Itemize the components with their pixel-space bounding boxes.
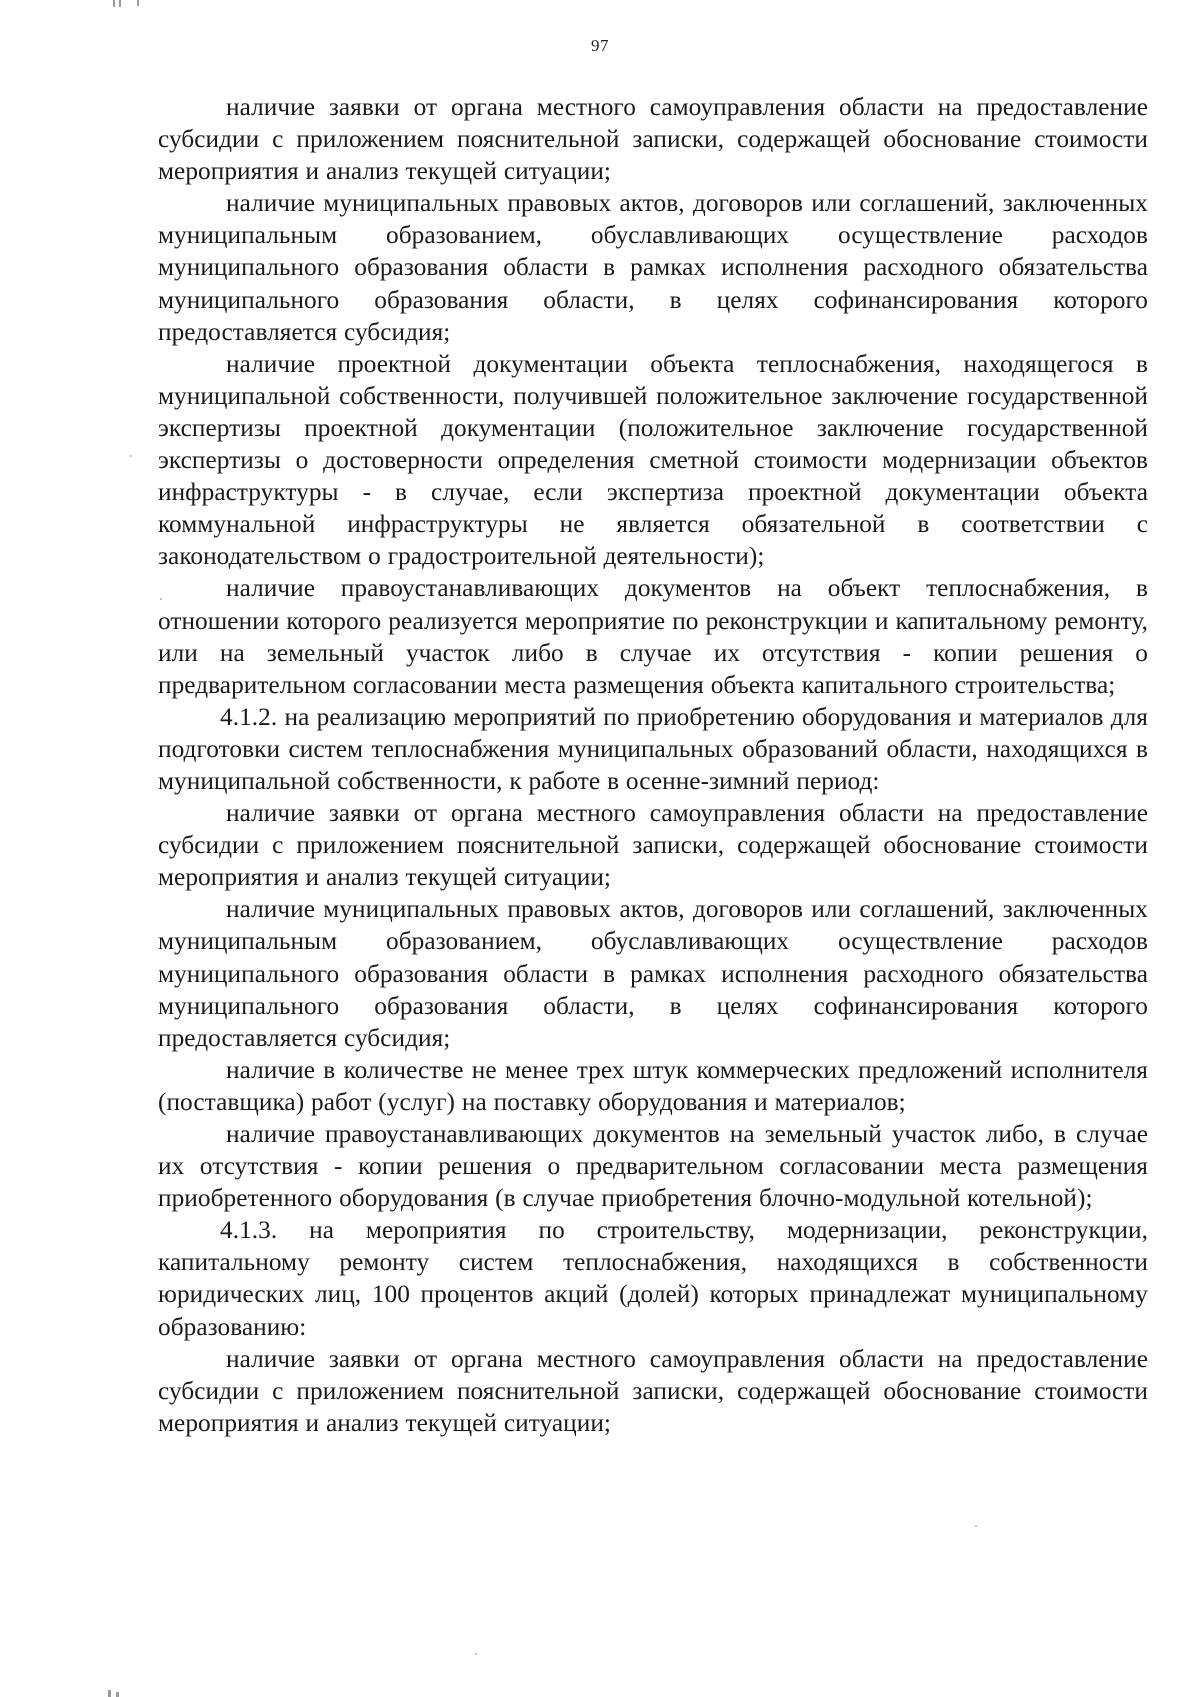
scan-speck [975,1525,977,1527]
requirement-item: наличие заявки от органа местного самоуправления области на предоставление субсидии с приложением пояснительной записки, содержащей обоснование стоимости мероприятия и анализ текущей ситуации; [158,1344,1148,1437]
scan-mark-top-left [113,0,115,7]
scan-mark-bottom-left [108,1690,111,1697]
scan-speck [475,1653,477,1655]
requirement-item: наличие проектной документации объекта теплоснабжения, находящегося в муниципальной собственности, получившей положительное заключение государственной экспертизы проектной документации (положительное заключение государственной экспертизы о достоверности определения сметной стоимости модернизации объектов инфраструктуры - в случае, если экспертиза проектной документации объекта коммунальной инфраструктуры не является обязательной в соответствии с законодательством о градостроительной деятельности); [158,349,1148,571]
requirement-item: наличие правоустанавливающих документов на объект теплоснабжения, в отношении которого реализуется мероприятие по реконструкции и капитальному ремонту, или на земельный участок либо в случае их отсутствия - копии решения о предварительном согласовании места размещения объекта капитального строительства; [158,574,1148,699]
requirement-item: наличие муниципальных правовых актов, договоров или соглашений, заключенных муниципальным образованием, обуславливающих осуществление расходов муниципального образования области в рамках исполнения расходного обязательства муниципального образования области, в целях софинансирования которого предоставляется субсидия; [158,895,1148,1052]
page-number: 97 [591,36,609,55]
scan-mark-top-left [137,0,139,6]
requirement-item: наличие заявки от органа местного самоуправления области на предоставление субсидии с приложением пояснительной записки, содержащей обоснование стоимости мероприятия и анализ текущей ситуации; [158,799,1148,892]
requirement-item: наличие муниципальных правовых актов, договоров или соглашений, заключенных муниципальным образованием, обуславливающих осуществление расходов муниципального образования области в рамках исполнения расходного обязательства муниципального образования области, в целях софинансирования которого предоставляется субсидия; [158,189,1148,346]
scan-mark-top-left [119,0,121,7]
document-body [158,91,1148,1439]
clause-heading: 4.1.3. на мероприятия по строительству, модернизации, реконструкции, капитальному ремонту систем теплоснабжения, находящихся в собственности юридических лиц, 100 процентов акций (долей) которых принадлежат муниципальному образованию: [158,1216,1148,1341]
scan-mark-bottom-left [116,1692,119,1697]
clause-heading: 4.1.2. на реализацию мероприятий по приобретению оборудования и материалов для подготовки систем теплоснабжения муниципальных образований области, находящихся в муниципальной собственности, к работе в осенне-зимний период: [158,702,1148,795]
requirement-item: наличие в количестве не менее трех штук коммерческих предложений исполнителя (поставщика) работ (услуг) на поставку оборудования и материалов; [158,1055,1148,1116]
requirement-item: наличие заявки от органа местного самоуправления области на предоставление субсидии с приложением пояснительной записки, содержащей обоснование стоимости мероприятия и анализ текущей ситуации; [158,93,1148,186]
scan-speck [130,455,132,457]
requirement-item: наличие правоустанавливающих документов на земельный участок либо, в случае их отсутствия - копии решения о предварительном согласовании места размещения приобретенного оборудования (в случае приобретения блочно-модульной котельной); [158,1120,1148,1213]
